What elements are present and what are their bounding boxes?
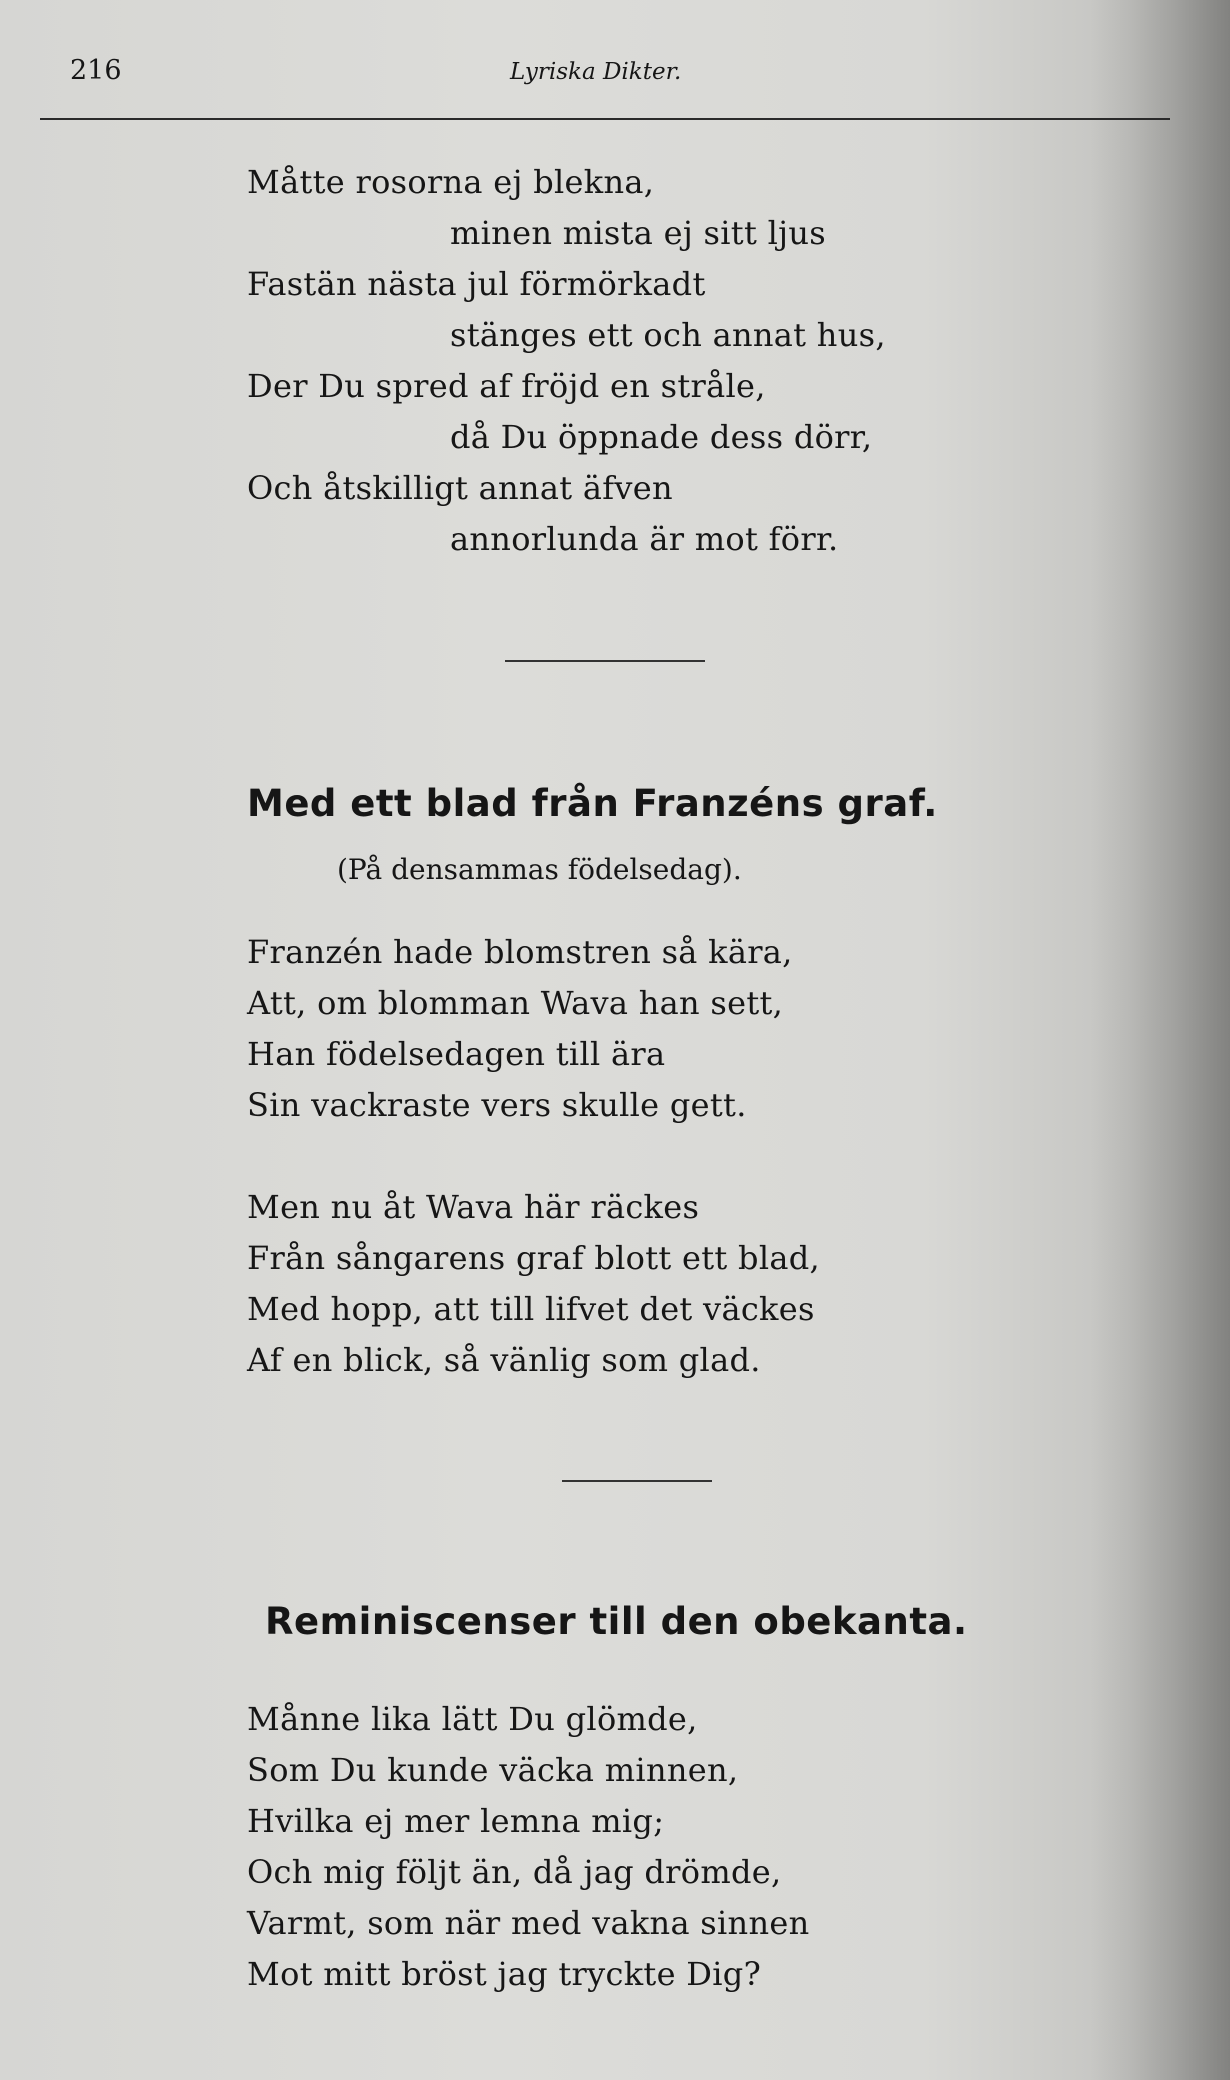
poem-line: Måtte rosorna ej blekna,	[247, 163, 655, 201]
poem-line: Sin vackraste vers skulle gett.	[247, 1086, 747, 1124]
section-divider	[505, 660, 705, 662]
poem-line: Och åtskilligt annat äfven	[247, 469, 673, 507]
poem-line: Från sångarens graf blott ett blad,	[247, 1239, 820, 1277]
poem-line: Och mig följt än, då jag drömde,	[247, 1853, 782, 1891]
poem-line: Som Du kunde väcka minnen,	[247, 1751, 739, 1789]
poem-line: Han födelsedagen till ära	[247, 1035, 666, 1073]
poem-line: annorlunda är mot förr.	[450, 520, 839, 558]
poem-line: Månne lika lätt Du glömde,	[247, 1700, 698, 1738]
poem-title: Med ett blad från Franzéns graf.	[247, 782, 938, 825]
poem-line: då Du öppnade dess dörr,	[450, 418, 873, 456]
page-number: 216	[70, 55, 122, 86]
poem-line: minen mista ej sitt ljus	[450, 214, 826, 252]
poem-line: Franzén hade blomstren så kära,	[247, 933, 793, 971]
poem-line: Mot mitt bröst jag tryckte Dig?	[247, 1955, 762, 1993]
poem-line: Fastän nästa jul förmörkadt	[247, 265, 706, 303]
poem-subtitle: (På densammas födelsedag).	[337, 853, 742, 886]
poem-line: Men nu åt Wava här räckes	[247, 1188, 700, 1226]
poem-line: Med hopp, att till lifvet det väckes	[247, 1290, 815, 1328]
page-edge-shadow	[1090, 0, 1230, 2080]
poem-line: Af en blick, så vänlig som glad.	[247, 1341, 761, 1379]
header-rule	[40, 118, 1170, 120]
page-header	[70, 55, 1170, 95]
poem-line: Varmt, som när med vakna sinnen	[247, 1904, 810, 1942]
poem-line: Att, om blomman Wava han sett,	[247, 984, 784, 1022]
running-title: Lyriska Dikter.	[510, 59, 682, 85]
section-divider	[562, 1480, 712, 1482]
poem-line: Der Du spred af fröjd en stråle,	[247, 367, 766, 405]
poem-line: stänges ett och annat hus,	[450, 316, 886, 354]
poem-line: Hvilka ej mer lemna mig;	[247, 1802, 665, 1840]
poem-title: Reminiscenser till den obekanta.	[265, 1600, 968, 1643]
